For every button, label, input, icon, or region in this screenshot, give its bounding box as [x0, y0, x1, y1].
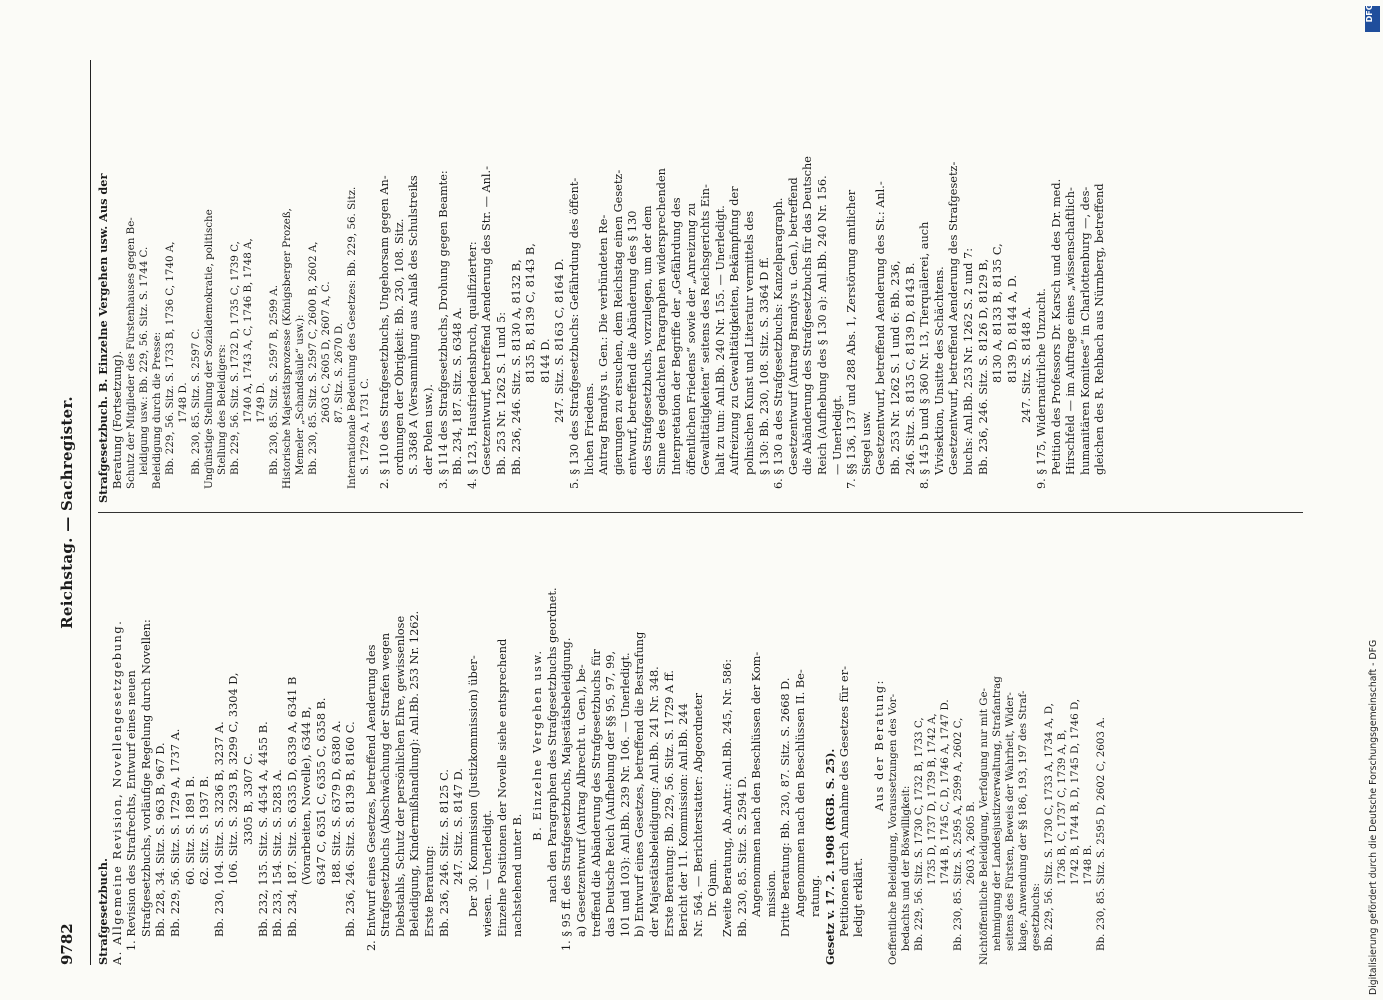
text-line: Strafgesetzbuch. B. Einzelne Vergehen usw. Aus der [96, 173, 110, 503]
text-line: 1748 B. [1082, 844, 1095, 885]
running-head: Reichstag. — Sachregister. [58, 396, 76, 629]
text-line: 9. § 175, Widernatürliche Unzucht. [1034, 288, 1048, 489]
text-line: Aufreizung zu Gewalttätigkeiten, Bekämpfung der [728, 186, 742, 475]
text-line: das Deutsche Reich (Aufhebung der §§ 95, 97, 99, [604, 650, 618, 937]
text-line: Bb. 234, 187. Sitz. S. 6335 D, 6339 A, 6341 B [285, 676, 299, 937]
text-line: 8135 B, 8139 C, 8143 B, [524, 243, 538, 383]
text-line: lichen Friedens. [582, 382, 596, 475]
text-line: Aus der Beratung: [872, 678, 886, 812]
text-line: buchs: Anl.Bb. 253 Nr. 1262 S. 2 und 7: [961, 247, 975, 475]
text-line: Gesetzentwurf (Antrag Brandys u. Gen.), betreffend [786, 177, 800, 475]
text-line: nach den Paragraphen des Strafgesetzbuchs geordnet. [545, 587, 559, 903]
text-line: § 130: Bb. 230, 108. Sitz. S. 3364 D ff. [757, 256, 771, 475]
text-line: a) Gesetzentwurf (Antrag Albrecht u. Gen.), be- [575, 664, 588, 937]
text-line: ratung. [808, 874, 822, 917]
text-line: b) Entwurf eines Gesetzes, betreffend die Bestrafung [633, 631, 647, 937]
text-line: Beratung (Fortsetzung). [110, 350, 124, 489]
text-line: 106. Sitz. S. 3293 B, 3299 C, 3304 D, [227, 672, 241, 885]
text-line: Bb. 236, 246. Sitz. S. 8139 B, 8160 C. [344, 721, 358, 937]
text-line: (Vorarbeiten, Novelle), 6344 B, [300, 706, 314, 885]
text-line: nachstehend unter B. [510, 813, 524, 937]
text-line: Angenommen nach den Beschlüssen der Kom- [750, 651, 764, 917]
text-line: entwurf, betreffend die Abänderung des § 130 [626, 210, 640, 475]
text-line: 1749 D. [255, 382, 268, 423]
text-line: Vivisektion, Unsitte des Schächtens. [932, 266, 946, 475]
text-line: — Unerledigt. [830, 394, 844, 475]
text-line: Bb. 229, 56. Sitz. S. 1729 A, 1737 A. [168, 728, 182, 937]
text-line: Memeler „Schandsäule“ usw.): [294, 314, 307, 475]
text-line: Internationale Bedeutung des Gesetzes: Bb. 229, 56. Sitz. [346, 186, 359, 489]
text-line: Schutz der Mitglieder des Fürstenhauses gegen Be- [125, 217, 138, 489]
text-line: Angenommen nach den Beschlüssen II. Be- [793, 669, 807, 917]
text-line: 1744 B, 1745 C, D, 1746 A, 1747 D. [939, 699, 952, 885]
text-line: 1735 D, 1737 D, 1739 B, 1742 A, [926, 713, 939, 885]
text-line: Bb. 236, 246. Sitz. S. 8130 A, 8132 B, [509, 259, 523, 475]
text-line: seitens des Fürsten, Beweis der Wahrheit, Wider- [1004, 692, 1017, 951]
header-rule [90, 60, 91, 965]
text-line: 6347 C, 6351 C, 6355 C, 6358 B. [314, 697, 328, 885]
text-line: Gewalttätigkeiten“ seitens des Reichsgerichts Ein- [699, 184, 713, 475]
text-line: klage, Anwendung der §§ 186, 193, 197 des Straf- [1017, 690, 1030, 951]
text-line: Bb. 236, 246. Sitz. S. 8125 C. [437, 769, 451, 937]
text-line: Bb. 230, 85. Sitz. S. 2597 B, 2599 A. [268, 284, 281, 475]
text-line: 246. Sitz. S. 8135 C, 8139 D, 8143 B. [903, 262, 917, 475]
text-line: Erste Beratung: [423, 845, 437, 937]
text-line: 87. Sitz. S. 2670 D. [333, 323, 346, 423]
digitization-credit: Digitalisierung gefördert durch die Deutsche Forschungsgemeinschaft - DFG [1368, 639, 1379, 995]
text-line: nehmigung der Landesjustizverwaltung, Strafantrag [991, 676, 1004, 951]
text-line: Petitionen durch Annahme des Gesetzes für er- [837, 666, 851, 937]
text-line: Historische Majestätsprozesse (Königsberger Prozeß, [281, 208, 294, 489]
text-line: 1. § 95 ff. des Strafgesetzbuchs, Majestätsbeleidigung. [560, 637, 574, 951]
text-line: Gesetz v. 17. 2. 1908 (RGB. S. 25). [823, 748, 838, 965]
text-line: mission. [764, 869, 778, 917]
text-line: 62. Sitz. S. 1937 B. [198, 775, 212, 885]
text-line: Antrag Brandys u. Gen.: Die verbündeten Re- [597, 214, 611, 475]
text-line: der Polen usw.). [421, 383, 435, 475]
text-line: Dr. Ojann. [706, 858, 720, 917]
text-line: Bb. 229, 56. Sitz. S. 1730 C, 1732 B, 1733 C, [913, 717, 926, 951]
text-line: des Strafgesetzbuchs, vorzulegen, um der dem [640, 205, 654, 475]
text-line: Bb. 234, 187. Sitz. S. 6348 A. [451, 307, 465, 475]
text-line: Sinne des gedachten Paragraphen widersprechenden [655, 168, 669, 475]
text-line: Dritte Beratung: Bb. 230, 87. Sitz. S. 2668 D. [779, 677, 793, 937]
text-line: 1. Revision des Strafrechts, Entwurf eines neuen [125, 670, 139, 951]
text-line: B. Einzelne Vergehen usw. [531, 649, 545, 841]
text-line: Beleidigung, Kindermißhandlung): Anl.Bb. 253 Nr. 1262. [408, 610, 422, 937]
text-line: 1740 A, 1743 A, C, 1746 B, 1748 A, [242, 238, 255, 423]
text-line: Bb. 230, 85. Sitz. S. 2597 C. [190, 328, 203, 475]
text-line: 2. Entwurf eines Gesetzes, betreffend Aenderung des [364, 644, 378, 951]
text-line: Ungünstige Stellung der Sozialdemokratie, politische [203, 209, 216, 489]
text-line: 247. Sitz. S. 8147 D. [452, 768, 466, 885]
text-line: 8139 D, 8144 A, D. [1005, 274, 1019, 383]
text-line: 2603 C, 2605 D, 2607 A, C. [320, 281, 333, 423]
text-line: die Abänderung des Strafgesetzbuchs für das Deutsche [801, 156, 815, 475]
text-line: polnischen Kunst und Literatur vermittels des [743, 210, 757, 475]
text-line: Gesetzentwurf, betreffend Aenderung des St.: Anl.- [874, 181, 888, 475]
right-column [96, 63, 1301, 503]
left-column [96, 525, 1301, 965]
text-line: 247. Sitz. S. 8163 C, 8164 D. [553, 258, 567, 423]
text-line: Reich (Aufhebung des § 130 a): Anl.Bb. 240 Nr. 156. [816, 175, 829, 475]
text-line: Zweite Beratung, Ab.Antr.: Anl.Bb. 245, Nr. 586: [720, 658, 734, 937]
text-line: 2603 A, 2605 B. [965, 801, 978, 885]
text-line: öffentlichen Friedens“ sowie der „Anreizung zu [684, 202, 698, 475]
text-line: Bb. 230, 85. Sitz. S. 2597 C, 2600 B, 2602 A, [307, 241, 320, 475]
text-line: A. Allgemeine Revision, Novellengesetzgebung. [110, 619, 124, 965]
text-line: S. 1729 A, 1731 C. [359, 378, 372, 475]
text-line: Bb. 230, 85. Sitz. S. 2594 D. [735, 775, 749, 937]
text-line: Strafgesetzbuchs (Abschwächung der Strafen wegen [379, 632, 393, 937]
text-line: 8. § 145 b und § 360 Nr. 13, Tierquälerei, auch [918, 221, 932, 489]
text-line: Beleidigung durch die Presse: [151, 331, 164, 489]
text-line: Bericht der 11. Kommission: Anl.Bb. 244 [677, 703, 691, 937]
text-line: 247. Sitz. S. 8148 A. [1020, 306, 1034, 423]
text-line: Gesetzentwurf, betreffend Aenderung des Str. — Anl.- [480, 166, 494, 475]
text-line: Bb. 229, 56. Sitz. S. 1732 D, 1735 C, 1739 C, [229, 241, 242, 475]
text-line: gleichen des R. Rehbach aus Nürnberg, betreffend [1093, 183, 1107, 475]
text-line: Diebstahls, Schutz der persönlichen Ehre, gewissenlose [393, 615, 407, 937]
text-line: Erste Beratung: Bb. 229, 56. Sitz. S. 1729 A ff. [662, 670, 676, 937]
text-line: treffend die Abänderung des Strafgesetzbuchs für [589, 649, 603, 937]
text-line: leidigung usw.: Bb. 229, 56. Sitz. S. 1744 C. [138, 246, 151, 475]
text-line: 8144 D. [538, 338, 552, 383]
text-line: gierungen zu ersuchen, dem Reichstag einen Gesetz- [611, 169, 625, 475]
text-line: Bb. 253 Nr. 1262 S. 1 und 6: Bb. 236, [888, 260, 902, 475]
text-line: Bb. 228, 34. Sitz. S. 963 B, 967 D. [154, 742, 168, 937]
text-line: 3. § 114 des Strafgesetzbuchs, Drohung gegen Beamte: [436, 170, 450, 489]
text-line: Bb. 229, 56. Sitz. S. 1730 C, 1733 A, 1734 A, D, [1043, 703, 1056, 951]
text-line: 1736 B, C, 1737 C, 1739 A, B, [1056, 729, 1069, 885]
text-line: S. 3368 A (Versammlung aus Anlaß des Schulstreiks [407, 175, 421, 475]
text-line: Bb. 233, 154. Sitz. S. 5283 A. [271, 769, 285, 937]
text-line: Bb. 229, 56. Sitz. S. 1733 B, 1736 C, 1740 A, [164, 241, 177, 475]
text-line: 188. Sitz. S. 6379 D, 6380 A. [329, 720, 343, 885]
text-line: Der 30. Kommission (Justizkommission) über- [466, 655, 480, 917]
text-line: Nr. 564. — Berichterstatter: Abgeordneter [691, 692, 705, 937]
text-line: gesetzbuchs: [1030, 882, 1043, 951]
text-line: Oeffentliche Beleidigung, Voraussetzungen des Vor- [887, 693, 900, 965]
text-line: ledigt erklärt. [852, 857, 866, 937]
text-line: 1748 D. [177, 382, 190, 423]
text-line: Interpretation der Begriffe der „Gefährdung des [670, 197, 684, 475]
page-number: 9782 [58, 923, 76, 965]
text-line: 5. § 130 des Strafgesetzbuchs: Gefährdung des öffent- [567, 177, 581, 489]
text-line: Strafgesetzbuch. [96, 858, 110, 965]
text-line: Einzelne Positionen der Novelle siehe entsprechend [496, 638, 510, 937]
text-line: 7. §§ 136, 137 und 288 Abs. 1, Zerstörung amtlicher [845, 189, 859, 489]
text-line: 1742 B, 1744 B, D, 1745 D, 1746 D, [1069, 698, 1082, 885]
text-line: der Majestätsbeleidigung: Anl.Bb. 241 Nr. 348. [647, 666, 661, 937]
text-line: 101 und 103): Anl.Bb. 239 Nr. 106. — Unerledigt. [618, 652, 632, 937]
text-line: Bb. 232, 135. Sitz. S. 4454 A, 4455 B. [256, 721, 270, 937]
text-line: ordnungen der Obrigkeit: Bb. 230, 108. Sitz. [392, 218, 406, 475]
text-line: Petition des Professors Dr. Karsch und des Dr. med. [1049, 178, 1063, 475]
text-line: 2. § 110 des Strafgesetzbuchs, Ungehorsam gegen An- [378, 175, 392, 489]
text-line: Nichtöffentliche Beleidigung, Verfolgung nur mit Ge- [978, 687, 991, 965]
dfg-logo: DFG [1365, 6, 1380, 32]
text-line: 8130 A, 8133 B, 8135 C, [991, 243, 1005, 383]
text-line: Stellung des Beleidigers: [216, 344, 229, 475]
text-line: Bb. 230, 85. Sitz. S. 2595 A, 2599 A, 2602 C, [952, 717, 965, 951]
column-divider [98, 512, 1303, 513]
text-line: Bb. 236, 246. Sitz. S. 8126 D, 8129 B, [976, 258, 990, 475]
text-line: Strafgesetzbuchs, vorläufige Regelung durch Novellen: [139, 619, 153, 937]
text-line: Hirschfeld — im Auftrage eines „wissenschaftlich- [1064, 187, 1078, 475]
text-line: 60. Sitz. S. 1891 B. [183, 775, 197, 885]
text-line: bedachts und der Böswilligkeit: [900, 785, 913, 951]
text-line: humanitären Komitees“ in Charlottenburg —, des- [1078, 186, 1092, 475]
page-header [58, 60, 84, 965]
text-line: Siegel usw. [859, 410, 873, 475]
text-line: halt zu tun: Anl.Bb. 240 Nr. 155. — Unerledigt. [713, 205, 727, 475]
text-line: 6. § 130 a des Strafgesetzbuchs: Kanzelparagraph. [772, 197, 786, 489]
text-line: Bb. 253 Nr. 1262 S. 1 und 5: [494, 311, 508, 475]
text-line: Gesetzentwurf, betreffend Aenderung des Strafgesetz- [947, 161, 961, 475]
text-line: Bb. 230, 85. Sitz. S. 2595 D, 2602 C, 2603 A. [1095, 717, 1108, 951]
rotated-page [58, 60, 1303, 965]
text-line: Bb. 230, 104. Sitz. S. 3236 B, 3237 A. [212, 721, 226, 937]
text-line: 3305 B, 3307 C. [241, 753, 255, 845]
text-line: wiesen. — Unerledigt. [481, 809, 495, 937]
text-line: 4. § 123, Hausfriedensbruch, qualifizierter: [465, 241, 479, 489]
